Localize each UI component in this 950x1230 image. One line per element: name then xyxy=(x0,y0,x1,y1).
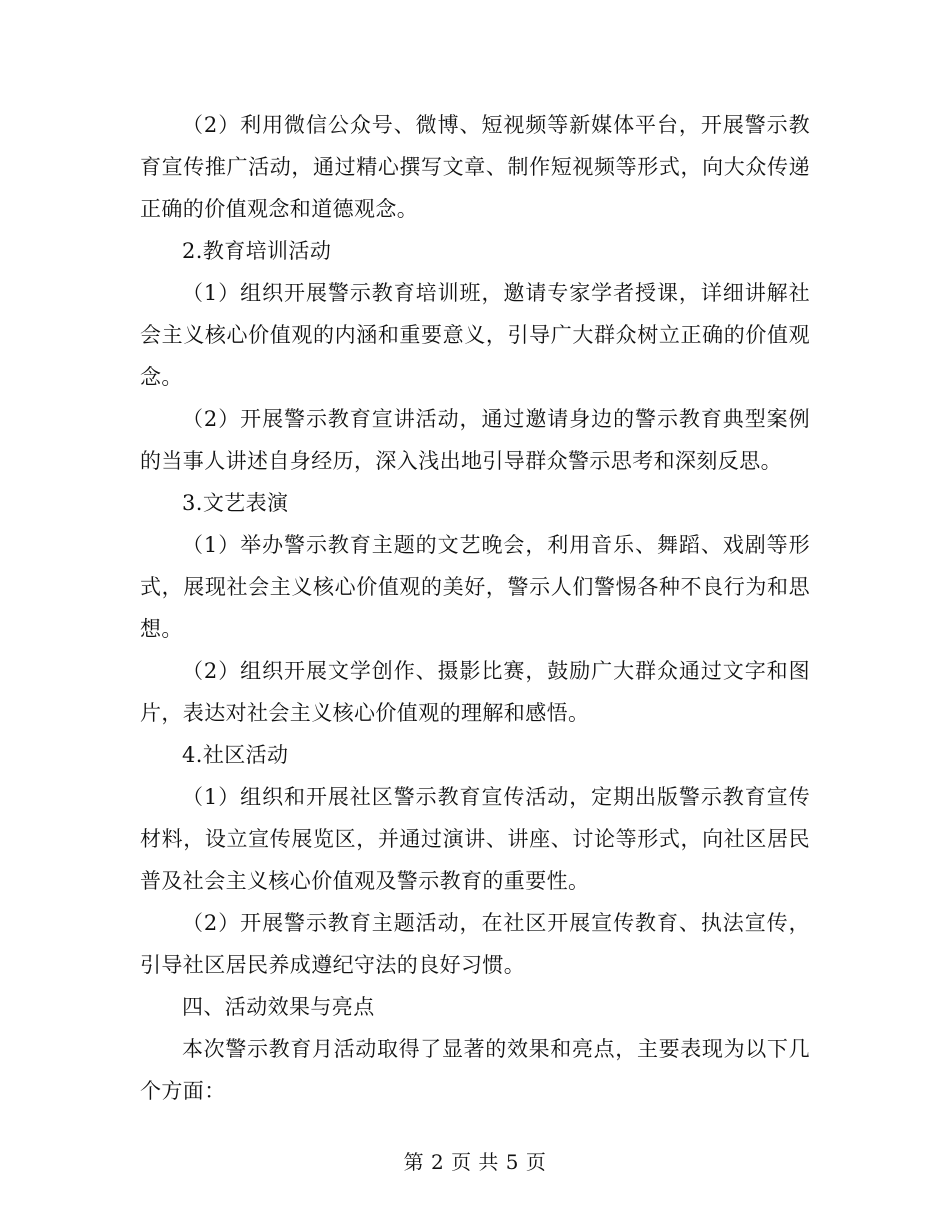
paragraph-effects-intro: 本次警示教育月活动取得了显著的效果和亮点，主要表现为以下几个方面： xyxy=(140,1037,810,1103)
section-heading-education-training: 2.教育培训活动 xyxy=(182,239,332,263)
page-number-footer: 第 2 页 共 5 页 xyxy=(403,1150,547,1174)
paragraph-training-class: （1）组织开展警示教育培训班，邀请专家学者授课，详细讲解社会主义核心价值观的内涵和重要意义，引导广大群众树立正确的价值观念。 xyxy=(140,281,810,389)
paragraph-new-media-promotion: （2）利用微信公众号、微博、短视频等新媒体平台，开展警示教育宣传推广活动，通过精心撰写文章、制作短视频等形式，向大众传递正确的价值观念和道德观念。 xyxy=(140,113,810,221)
paragraph-community-theme-activity: （2）开展警示教育主题活动，在社区开展宣传教育、执法宣传，引导社区居民养成遵纪守法的良好习惯。 xyxy=(140,911,810,977)
document-body xyxy=(140,104,810,1112)
section-heading-effects-highlights: 四、活动效果与亮点 xyxy=(182,995,375,1019)
paragraph-art-gala: （1）举办警示教育主题的文艺晚会，利用音乐、舞蹈、戏剧等形式，展现社会主义核心价值观的美好，警示人们警惕各种不良行为和思想。 xyxy=(140,533,810,641)
paragraph-writing-photo-contest: （2）组织开展文学创作、摄影比赛，鼓励广大群众通过文字和图片，表达对社会主义核心价值观的理解和感悟。 xyxy=(140,659,810,725)
section-heading-community: 4.社区活动 xyxy=(182,743,289,767)
paragraph-community-promotion: （1）组织和开展社区警示教育宣传活动，定期出版警示教育宣传材料，设立宣传展览区，并通过演讲、讲座、讨论等形式，向社区居民普及社会主义核心价值观及警示教育的重要性。 xyxy=(140,785,810,893)
paragraph-lecture-activity: （2）开展警示教育宣讲活动，通过邀请身边的警示教育典型案例的当事人讲述自身经历，深入浅出地引导群众警示思考和深刻反思。 xyxy=(140,407,810,473)
section-heading-performance: 3.文艺表演 xyxy=(182,491,289,515)
